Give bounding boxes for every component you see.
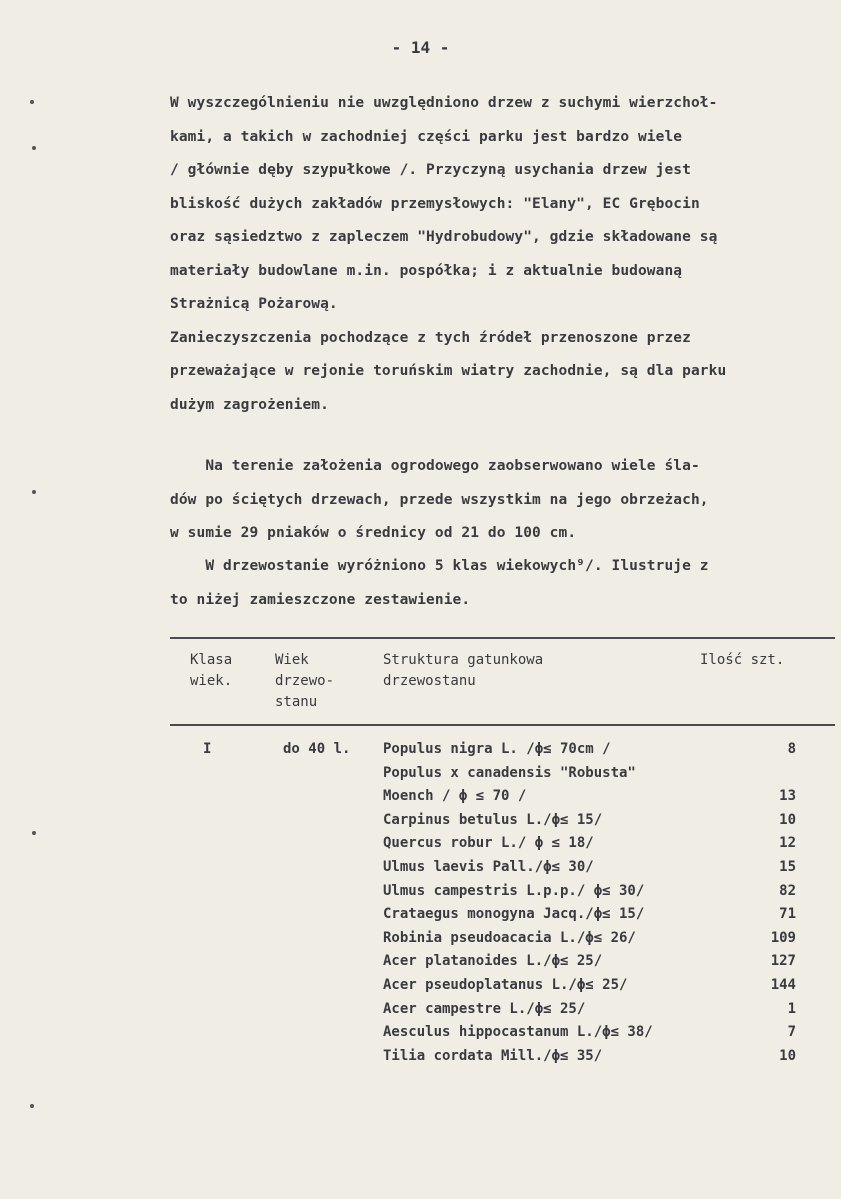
table-row [0,977,841,999]
species-cell: Quercus robur L./ ϕ ≤ 18/ [383,835,594,852]
species-cell: Robinia pseudoacacia L./ϕ≤ 26/ [383,929,636,946]
text-line: dużym zagrożeniem. [170,396,329,413]
scan-mark [30,1104,34,1108]
count-cell: 7 [787,1024,796,1041]
text-line: / głównie dęby szypułkowe /. Przyczyną usychania drzew jest [170,162,691,178]
species-cell: Tilia cordata Mill./ϕ≤ 35/ [383,1047,603,1064]
species-cell: Ulmus laevis Pall./ϕ≤ 30/ [383,859,594,875]
table-row [0,953,841,975]
table-row [0,1024,841,1046]
species-cell: Carpinus betulus L./ϕ≤ 15/ [383,811,603,828]
count-cell: 127 [770,953,796,970]
table-row [0,1048,841,1070]
text-line: oraz sąsiedztwo z zapleczem "Hydrobudowy", gdzie składowane są [170,229,718,245]
table-row [0,883,841,905]
table-row [0,859,841,881]
age-class-cell: I [203,741,212,757]
table-row [0,788,841,810]
scan-mark [32,490,36,494]
scan-mark [32,831,36,835]
text-line: W drzewostanie wyróżniono 5 klas wiekowych⁹/. Ilustruje z [170,558,709,574]
table-row [0,812,841,834]
text-line: bliskość dużych zakładów przemysłowych: "Elany", EC Grębocin [170,195,700,212]
species-cell: Moench / ϕ ≤ 70 / [383,788,527,805]
text-line: Zanieczyszczenia pochodzące z tych źródeł przenoszone przez [170,329,691,346]
count-cell: 12 [779,835,796,852]
species-cell: Aesculus hippocastanum L./ϕ≤ 38/ [383,1024,653,1041]
table-header-rule [170,724,835,726]
text-line: W wyszczególnieniu nie uwzględniono drzew z suchymi wierzchoł- [170,95,718,111]
paragraph-2 [170,450,835,551]
text-line: Strażnicą Pożarową. [170,296,338,312]
count-cell: 10 [779,811,796,828]
species-cell: Acer pseudoplatanus L./ϕ≤ 25/ [383,977,628,993]
count-cell: 82 [779,882,796,899]
count-cell: 71 [779,906,796,923]
species-cell: Ulmus campestris L.p.p./ ϕ≤ 30/ [383,882,645,899]
text-line: Na terenie założenia ogrodowego zaobserwowano wiele śla- [170,458,700,474]
count-cell: 144 [770,977,796,993]
text-line: kami, a takich w zachodniej części parku jest bardzo wiele [170,128,683,145]
text-line: przeważające w rejonie toruńskim wiatry zachodnie, są dla parku [170,363,727,379]
table-row [0,906,841,928]
page-number: - 14 - [391,38,450,57]
count-cell: 15 [779,859,796,875]
scan-mark [32,146,36,150]
count-cell: 13 [779,788,796,805]
species-cell: Populus x canadensis "Robusta" [383,764,636,781]
table-row [0,741,841,763]
paragraph-3 [170,550,835,617]
species-cell: Acer platanoides L./ϕ≤ 25/ [383,953,603,970]
table-top-rule [170,637,835,639]
header-wiek: Wiek drzewo- stanu [275,652,335,710]
species-cell: Crataegus monogyna Jacq./ϕ≤ 15/ [383,906,645,923]
header-ilosc: Ilość szt. [700,652,785,668]
count-cell: 8 [787,741,796,757]
stand-age-cell: do 40 l. [283,741,351,757]
text-line: dów po ściętych drzewach, przede wszystkim na jego obrzeżach, [170,491,709,508]
scan-mark [30,100,34,104]
table-row [0,765,841,787]
count-cell: 10 [779,1047,796,1064]
table-row [0,835,841,857]
text-line: materiały budowlane m.in. pospółka; i z aktualnie budowaną [170,262,683,279]
text-line: w sumie 29 pniaków o średnicy od 21 do 100 cm. [170,525,577,541]
count-cell: 1 [787,1000,796,1017]
text-line: to niżej zamieszczone zestawienie. [170,591,471,608]
count-cell: 109 [770,929,796,946]
header-klasa: Klasa wiek. [190,652,233,689]
paragraph-1 [170,87,835,422]
species-cell: Acer campestre L./ϕ≤ 25/ [383,1000,586,1017]
table-row [0,1001,841,1023]
species-cell: Populus nigra L. /ϕ≤ 70cm / [383,741,611,757]
table-row [0,930,841,952]
header-struktura: Struktura gatunkowa drzewostanu [383,652,544,689]
